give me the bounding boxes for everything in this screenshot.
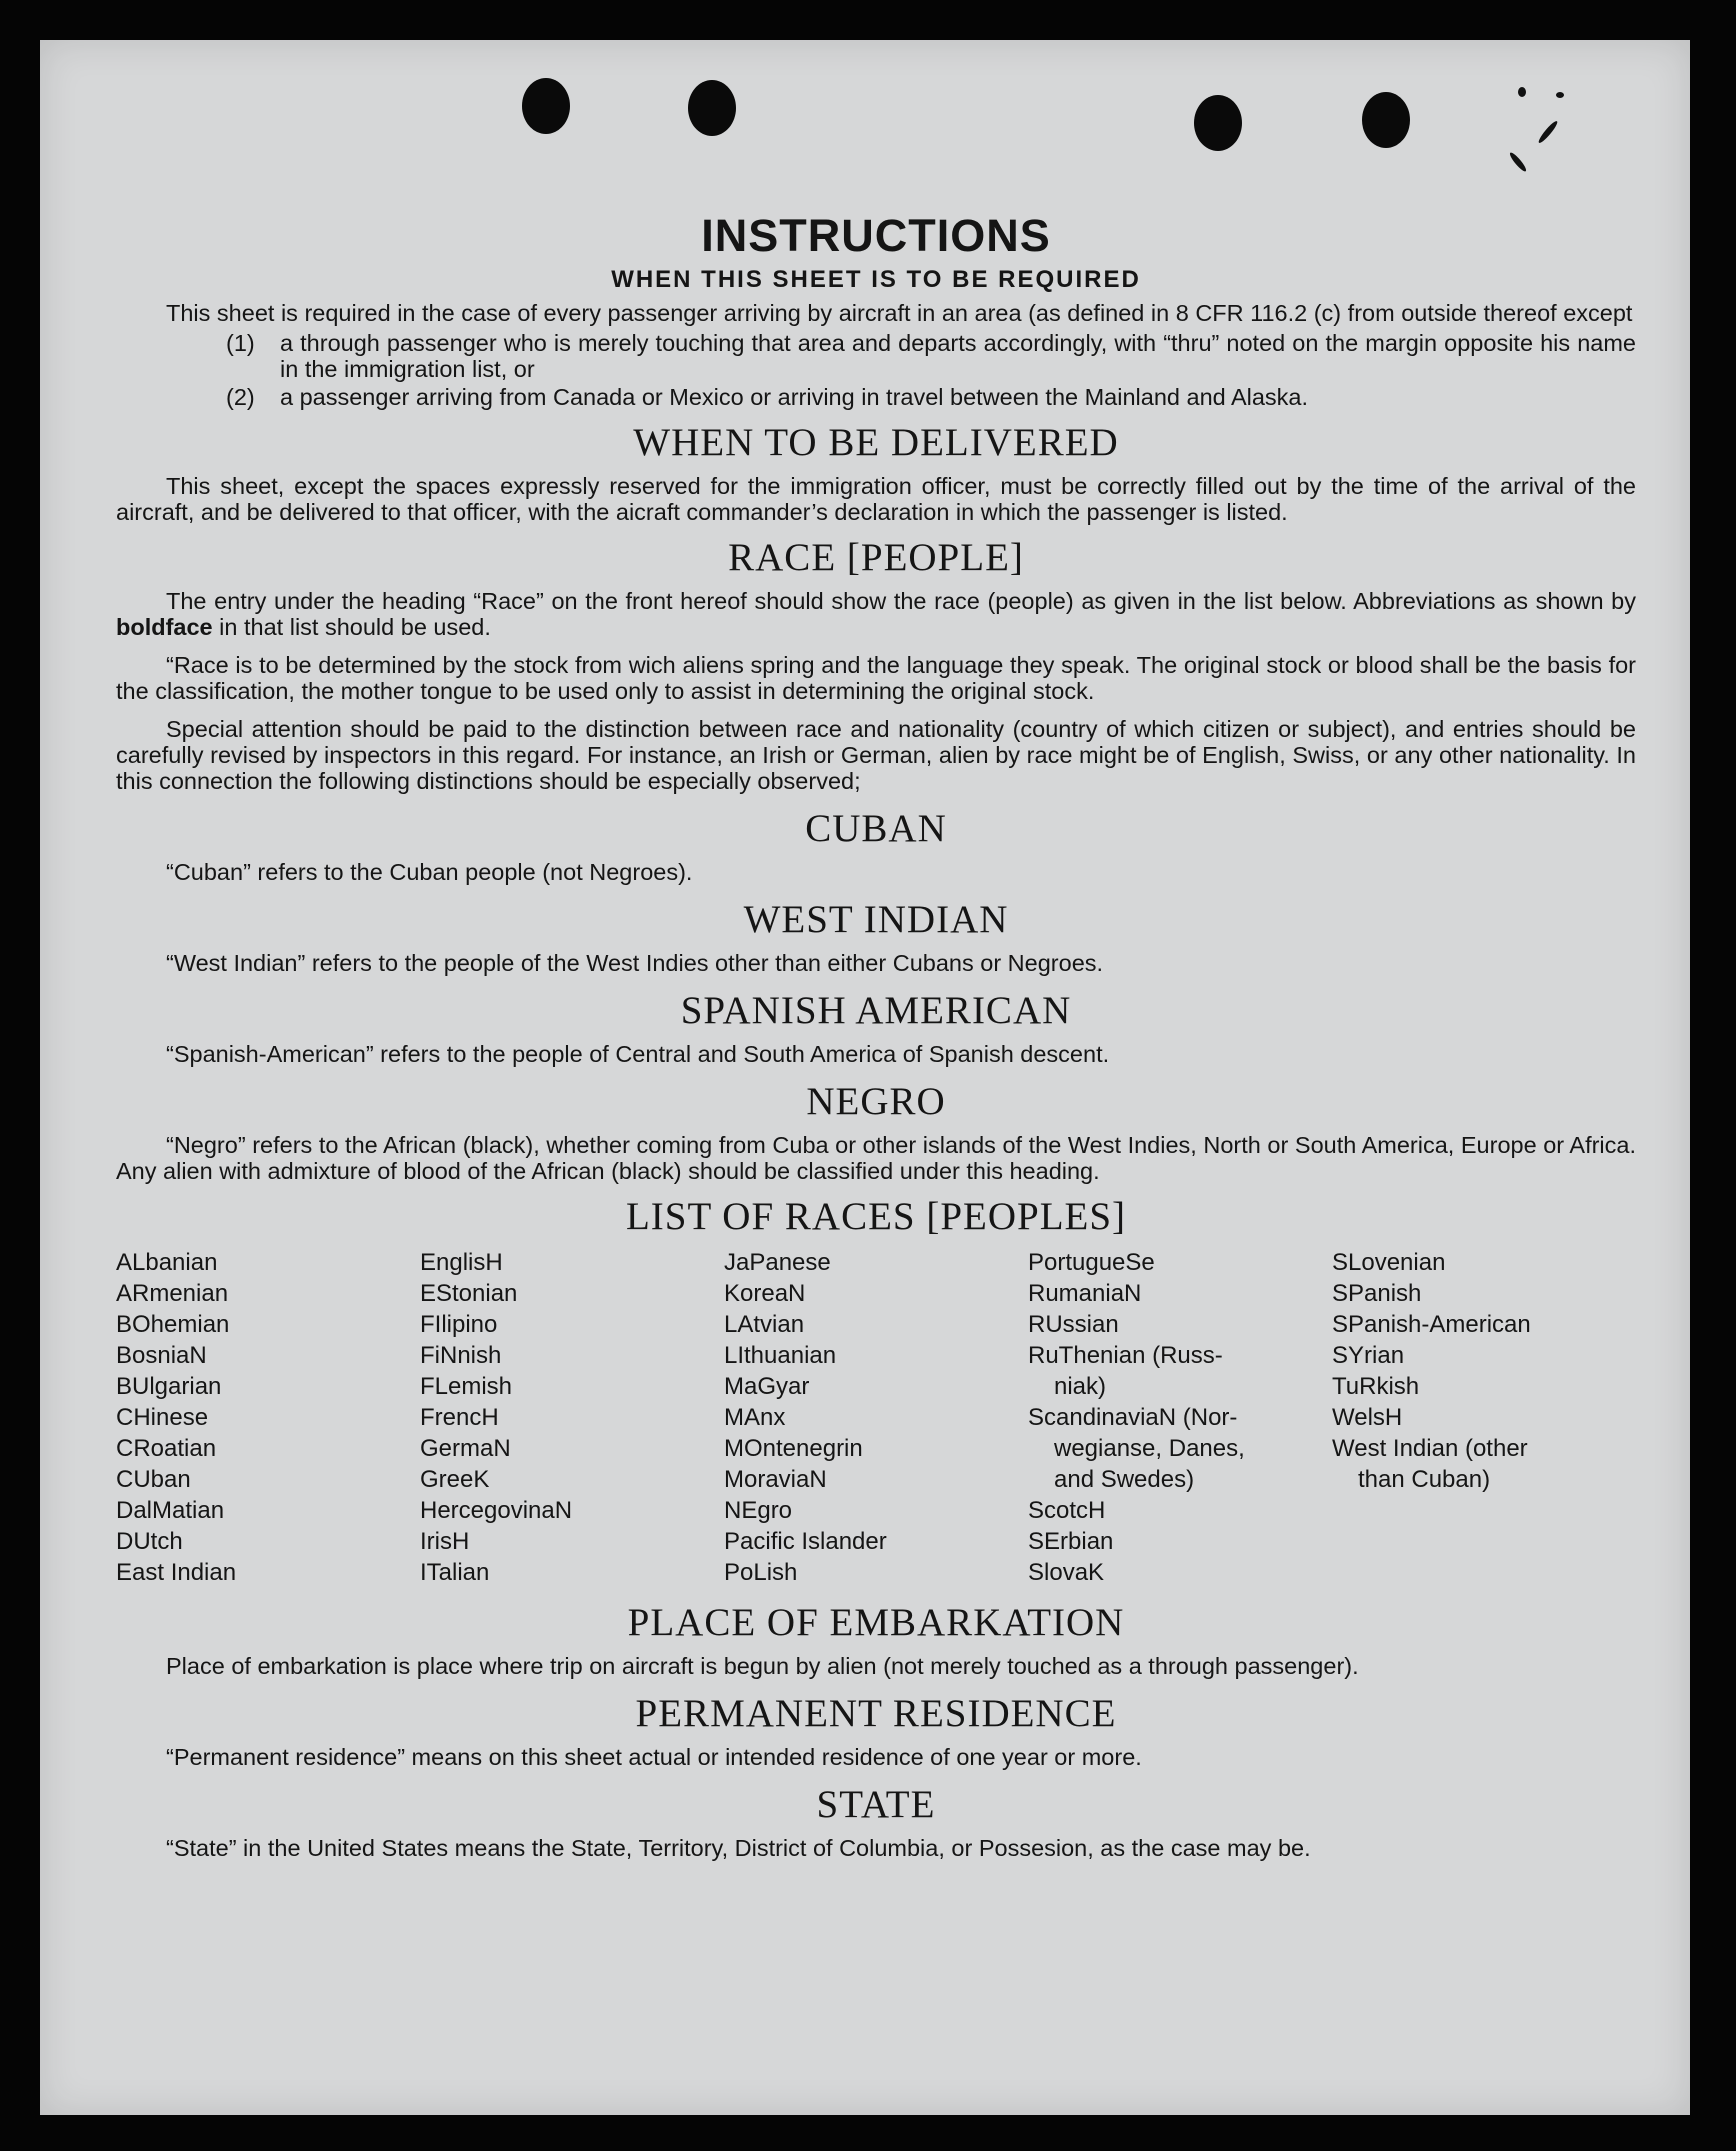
race-column (420, 1247, 724, 1588)
race-entry: West Indian (other (1332, 1435, 1528, 1462)
race-entry: MOntenegrin (724, 1435, 863, 1462)
race-entry: SErbian (1028, 1528, 1114, 1555)
race-column (1028, 1247, 1332, 1588)
section-heading-spanish-american: SPANISH AMERICAN (680, 989, 1072, 1032)
race-column (1332, 1247, 1636, 1588)
race-entry: GermaN (420, 1435, 511, 1462)
race-entry: CUban (116, 1466, 191, 1493)
section-heading-list-of-races: LIST OF RACES [PEOPLES] (625, 1195, 1127, 1238)
race-entry: LIthuanian (724, 1342, 837, 1369)
punch-hole (1194, 95, 1242, 151)
race-entry: RumaniaN (1028, 1280, 1142, 1307)
intro-paragraph: This sheet is required in the case of every passenger arriving by aircraft in an area (as defined in 8 CFR 116.2 (c) from outside thereof except (166, 300, 1633, 326)
section-heading-race: RACE [PEOPLE] (728, 536, 1024, 579)
state-paragraph: “State” in the United States means the State, Territory, District of Columbia, or Possesion, as the case may be. (166, 1835, 1311, 1861)
ink-speck (1556, 92, 1564, 98)
race-entry: BOhemian (116, 1311, 230, 1338)
race-paragraph-3: Special attention should be paid to the distinction between race and nationality (country of which citizen or subject), and entries should be carefully revised by inspectors in this regard. For instance, an Irish or German, alien by race might be of English, Swiss, or any other nationality. In this connection the following distinctions should be especially observed; (116, 716, 1636, 794)
delivered-paragraph: This sheet, except the spaces expressly reserved for the immigration officer, must be correctly filled out by the time of the arrival of the aircraft, and be delivered to that officer, with the aicraft commander’s declaration in which the passenger is listed. (116, 473, 1636, 525)
instructions-body (116, 170, 1636, 1873)
race-entry: MaGyar (724, 1373, 810, 1400)
cuban-paragraph: “Cuban” refers to the Cuban people (not Negroes). (166, 859, 693, 885)
race-entry: DUtch (116, 1528, 183, 1555)
race-paragraph-1-start: The entry under the heading “Race” on the front hereof should show the race (people) as given in the list below. Abbreviations as shown by (166, 588, 1636, 614)
race-entry: WelsH (1332, 1404, 1403, 1431)
race-entry: NEgro (724, 1497, 793, 1524)
exception-item (226, 330, 1636, 382)
race-entry: IrisH (420, 1528, 470, 1555)
race-entry: PortugueSe (1028, 1249, 1155, 1276)
race-entry: EStonian (420, 1280, 518, 1307)
race-paragraph-1-end: in that list should be used. (219, 614, 491, 640)
page-title: INSTRUCTIONS (701, 210, 1051, 261)
race-entry: KoreaN (724, 1280, 806, 1307)
race-entry: GreeK (420, 1466, 490, 1493)
race-entry: SPanish (1332, 1280, 1422, 1307)
page-subtitle: WHEN THIS SHEET IS TO BE REQUIRED (611, 266, 1141, 293)
race-entry: CHinese (116, 1404, 209, 1431)
race-column (724, 1247, 1028, 1588)
race-column (116, 1247, 420, 1588)
section-heading-embarkation: PLACE OF EMBARKATION (627, 1601, 1125, 1644)
document-sheet (40, 40, 1690, 2115)
race-list (116, 1247, 1636, 1588)
race-entry: MAnx (724, 1404, 786, 1431)
race-entry: RUssian (1028, 1311, 1119, 1338)
spanish-american-paragraph: “Spanish-American” refers to the people of Central and South America of Spanish descent. (166, 1041, 1110, 1067)
section-heading-west-indian: WEST INDIAN (743, 898, 1009, 941)
race-entry: East Indian (116, 1559, 237, 1586)
race-entry: SPanish-American (1332, 1311, 1531, 1338)
race-entry: ITalian (420, 1559, 490, 1586)
race-entry: HercegovinaN (420, 1497, 573, 1524)
boldface-word: boldface (116, 614, 213, 640)
section-heading-delivered: WHEN TO BE DELIVERED (633, 421, 1119, 464)
section-heading-cuban: CUBAN (805, 807, 947, 850)
race-entry: BosniaN (116, 1342, 207, 1369)
race-entry: FrencH (420, 1404, 499, 1431)
exception-item (226, 384, 1636, 410)
exception-number: (1) (226, 330, 255, 356)
punch-hole (688, 80, 736, 136)
race-entry: FIlipino (420, 1311, 498, 1338)
ink-speck (1518, 87, 1526, 97)
embarkation-paragraph: Place of embarkation is place where trip on aircraft is begun by alien (not merely touched as a through passenger). (166, 1653, 1359, 1679)
exception-number: (2) (226, 384, 255, 410)
race-entry-continuation: wegianse, Danes, (1054, 1435, 1245, 1462)
section-heading-residence: PERMANENT RESIDENCE (635, 1692, 1117, 1735)
race-entry: DalMatian (116, 1497, 225, 1524)
race-entry: JaPanese (724, 1249, 831, 1276)
race-entry: CRoatian (116, 1435, 217, 1462)
race-entry-continuation: than Cuban) (1358, 1466, 1491, 1493)
negro-paragraph: “Negro” refers to the African (black), whether coming from Cuba or other islands of the West Indies, North or South America, Europe or Africa. Any alien with admixture of blood of the African (black) should be classified under this heading. (116, 1132, 1636, 1184)
exception-text: a through passenger who is merely touching that area and departs accordingly, with “thru” noted on the margin opposite his name in the immigration list, or (280, 330, 1636, 382)
punch-hole (1362, 92, 1410, 148)
race-entry-continuation: niak) (1054, 1373, 1107, 1400)
race-entry: ALbanian (116, 1249, 218, 1276)
section-heading-state: STATE (816, 1783, 936, 1826)
west-indian-paragraph: “West Indian” refers to the people of the West Indies other than either Cubans or Negroes. (166, 950, 1104, 976)
race-entry: Pacific Islander (724, 1528, 887, 1555)
race-entry: LAtvian (724, 1311, 805, 1338)
race-entry: FLemish (420, 1373, 513, 1400)
race-paragraph-1 (116, 588, 1636, 640)
race-entry: SYrian (1332, 1342, 1405, 1369)
race-entry: TuRkish (1332, 1373, 1420, 1400)
race-entry: PoLish (724, 1559, 798, 1586)
race-entry: ScotcH (1028, 1497, 1106, 1524)
race-entry: FiNnish (420, 1342, 502, 1369)
race-entry: ScandinaviaN (Nor- (1028, 1404, 1238, 1431)
race-entry: RuThenian (Russ- (1028, 1342, 1223, 1369)
section-heading-negro: NEGRO (806, 1080, 946, 1123)
race-entry-continuation: and Swedes) (1054, 1466, 1195, 1493)
race-paragraph-2: “Race is to be determined by the stock from wich aliens spring and the language they speak. The original stock or blood shall be the basis for the classification, the mother tongue to be used only to assist in determining the original stock. (116, 652, 1636, 704)
race-entry: ARmenian (116, 1280, 229, 1307)
residence-paragraph: “Permanent residence” means on this sheet actual or intended residence of one year or more. (166, 1744, 1142, 1770)
race-entry: SlovaK (1028, 1559, 1105, 1586)
race-entry: SLovenian (1332, 1249, 1446, 1276)
punch-hole (522, 78, 570, 134)
ink-speck (1537, 119, 1560, 144)
exception-text: a passenger arriving from Canada or Mexico or arriving in travel between the Mainland and Alaska. (280, 384, 1309, 410)
race-entry: EnglisH (420, 1249, 503, 1276)
race-entry: MoraviaN (724, 1466, 827, 1493)
race-entry: BUlgarian (116, 1373, 222, 1400)
